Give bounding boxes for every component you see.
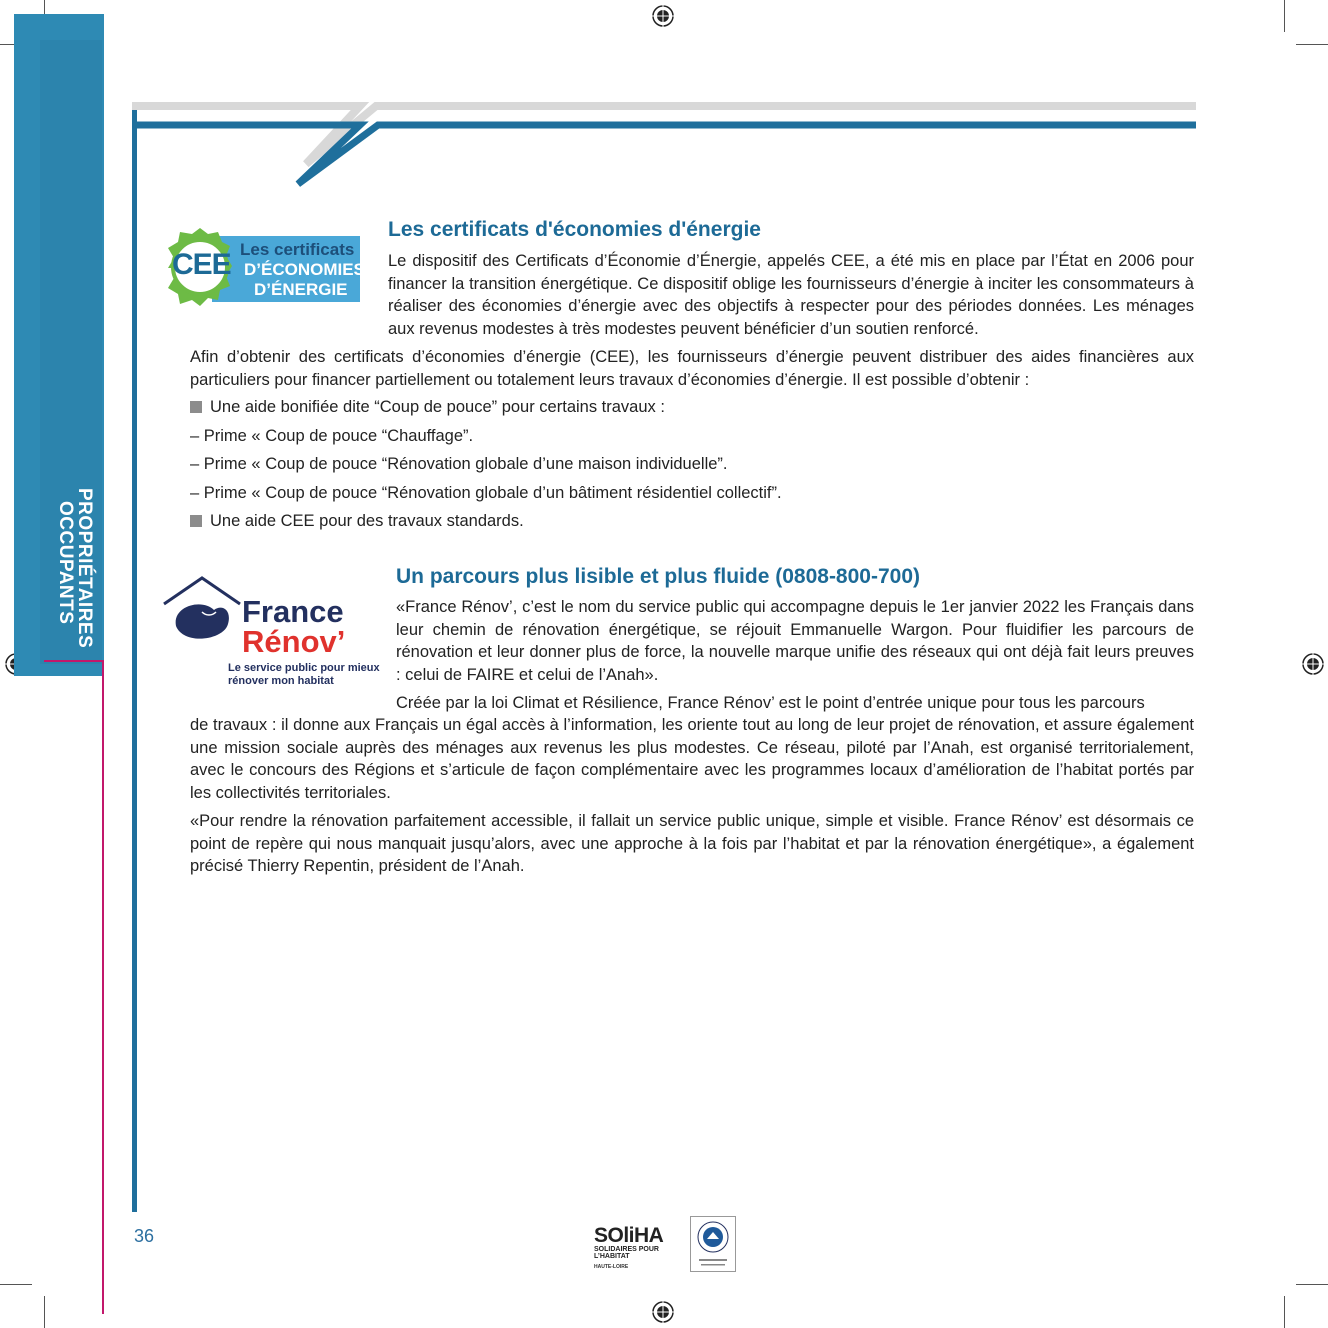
side-tab-label xyxy=(44,488,95,649)
registration-mark-icon xyxy=(650,3,676,29)
crop-mark xyxy=(44,1296,45,1328)
section2-paragraph1: «France Rénov’, c’est le nom du service public qui accompagne depuis le 1er janvier 2022 les Français dans leur chemin de rénovation énergétique, se réjouit Emmanuelle Wargon. Pour fluidifier les parcours de rénovation et leur donner plus de force, la nouvelle marque unifie des réseaux qui ont déjà fait leurs preuves : celui de FAIRE et celui de l’Anah». xyxy=(396,598,1194,684)
bullet-text: Une aide CEE pour des travaux standards. xyxy=(210,512,524,530)
dash-item: – Prime « Coup de pouce “Rénovation globale d’une maison individuelle”. xyxy=(190,455,728,473)
section1-intro: Le dispositif des Certificats d’Économie d’Énergie, appelés CEE, a été mis en place par l’État en 2006 pour financer la transition énergétique. Ce dispositif oblige les fournisseurs d’énergie à inciter les consommateurs à réaliser des économies d’énergie avec des objectifs à respecter pour des périodes données. Les ménages aux revenus modestes à très modestes peuvent bénéficier d’un soutien renforcé. xyxy=(388,252,1194,338)
crop-mark xyxy=(1284,0,1285,32)
crop-mark xyxy=(1284,1296,1285,1328)
bullet-item xyxy=(190,396,665,419)
france-renov-tagline1: Le service public pour mieux xyxy=(228,662,380,674)
bullet-square-icon xyxy=(190,515,202,527)
magenta-guide-line xyxy=(102,660,104,1314)
crop-mark xyxy=(1296,1284,1328,1285)
cee-logo-line3: D’ÉNERGIE xyxy=(254,280,348,299)
cee-logo-line1: Les certificats xyxy=(240,240,355,259)
bullet-item xyxy=(190,510,524,533)
section2-paragraph2: de travaux : il donne aux Français un égal accès à l’information, les oriente tout au long de leur projet de rénovation, et assure également une mission sociale auprès des ménages aux revenus les plus modestes. Ce réseau, piloté par l’Anah, est organisé territorialement, avec le concours des Régions et s’articule de façon complémentaire avec les programmes locaux d’amélioration de l’habitat portés par les collectivités territoriales. xyxy=(190,716,1194,802)
crop-mark xyxy=(1296,44,1328,45)
registration-mark-icon xyxy=(1300,651,1326,677)
section1-paragraph: Afin d’obtenir des certificats d’économies d’énergie (CEE), les fournisseurs d’énergie peuvent distribuer des aides financières aux particuliers pour financer partiellement ou totalement leurs travaux d’économies d’énergie. Il est possible d’obtenir : xyxy=(190,348,1194,389)
soliha-logo xyxy=(594,1224,684,1270)
section2-paragraph2-start: Créée par la loi Climat et Résilience, France Rénov’ est le point d’entrée unique pour tous les parcours xyxy=(396,694,1145,712)
section2-paragraph3: «Pour rendre la rénovation parfaitement accessible, il fallait un service public unique, simple et visible. France Rénov’ est désormais ce point de repère qui nous manquait jusqu’alors, avec une approche à la fois par l’habitat et par la rénovation énergétique», a également précisé Thierry Repentin, président de l’Anah. xyxy=(190,812,1194,875)
france-renov-line1: France xyxy=(242,594,344,629)
side-tab-line2: OCCUPANTS xyxy=(55,501,76,625)
dash-item: – Prime « Coup de pouce “Rénovation globale d’un bâtiment résidentiel collectif”. xyxy=(190,484,782,502)
dash-item: – Prime « Coup de pouce “Chauffage”. xyxy=(190,427,474,445)
soliha-brand: SOliHA xyxy=(594,1224,664,1247)
registration-mark-icon xyxy=(650,1299,676,1325)
bullet-square-icon xyxy=(190,401,202,413)
france-renov-logo xyxy=(162,576,382,692)
header-banner xyxy=(130,98,1198,190)
page-number: 36 xyxy=(134,1226,155,1246)
soliha-region: HAUTE-LOIRE xyxy=(594,1264,629,1270)
side-tab-line1: PROPRIÉTAIRES xyxy=(74,488,95,649)
left-border-line xyxy=(132,110,137,1212)
cee-badge-text: CEE xyxy=(172,248,231,281)
cee-logo xyxy=(164,228,364,308)
bullet-text: Une aide bonifiée dite “Coup de pouce” pour certains travaux : xyxy=(210,398,665,416)
france-renov-line2: Rénov’ xyxy=(242,624,346,659)
section1-title: Les certificats d'économies d'énergie xyxy=(388,218,761,241)
certification-seal xyxy=(690,1216,736,1272)
magenta-guide-line xyxy=(44,660,104,662)
cee-logo-line2: D’ÉCONOMIES xyxy=(244,260,365,279)
crop-mark xyxy=(0,1284,32,1285)
france-renov-tagline2: rénover mon habitat xyxy=(228,675,334,687)
soliha-subtitle: SOLIDAIRES POUR L’HABITAT xyxy=(594,1246,659,1260)
section2-title: Un parcours plus lisible et plus fluide (0808-800-700) xyxy=(396,565,920,588)
